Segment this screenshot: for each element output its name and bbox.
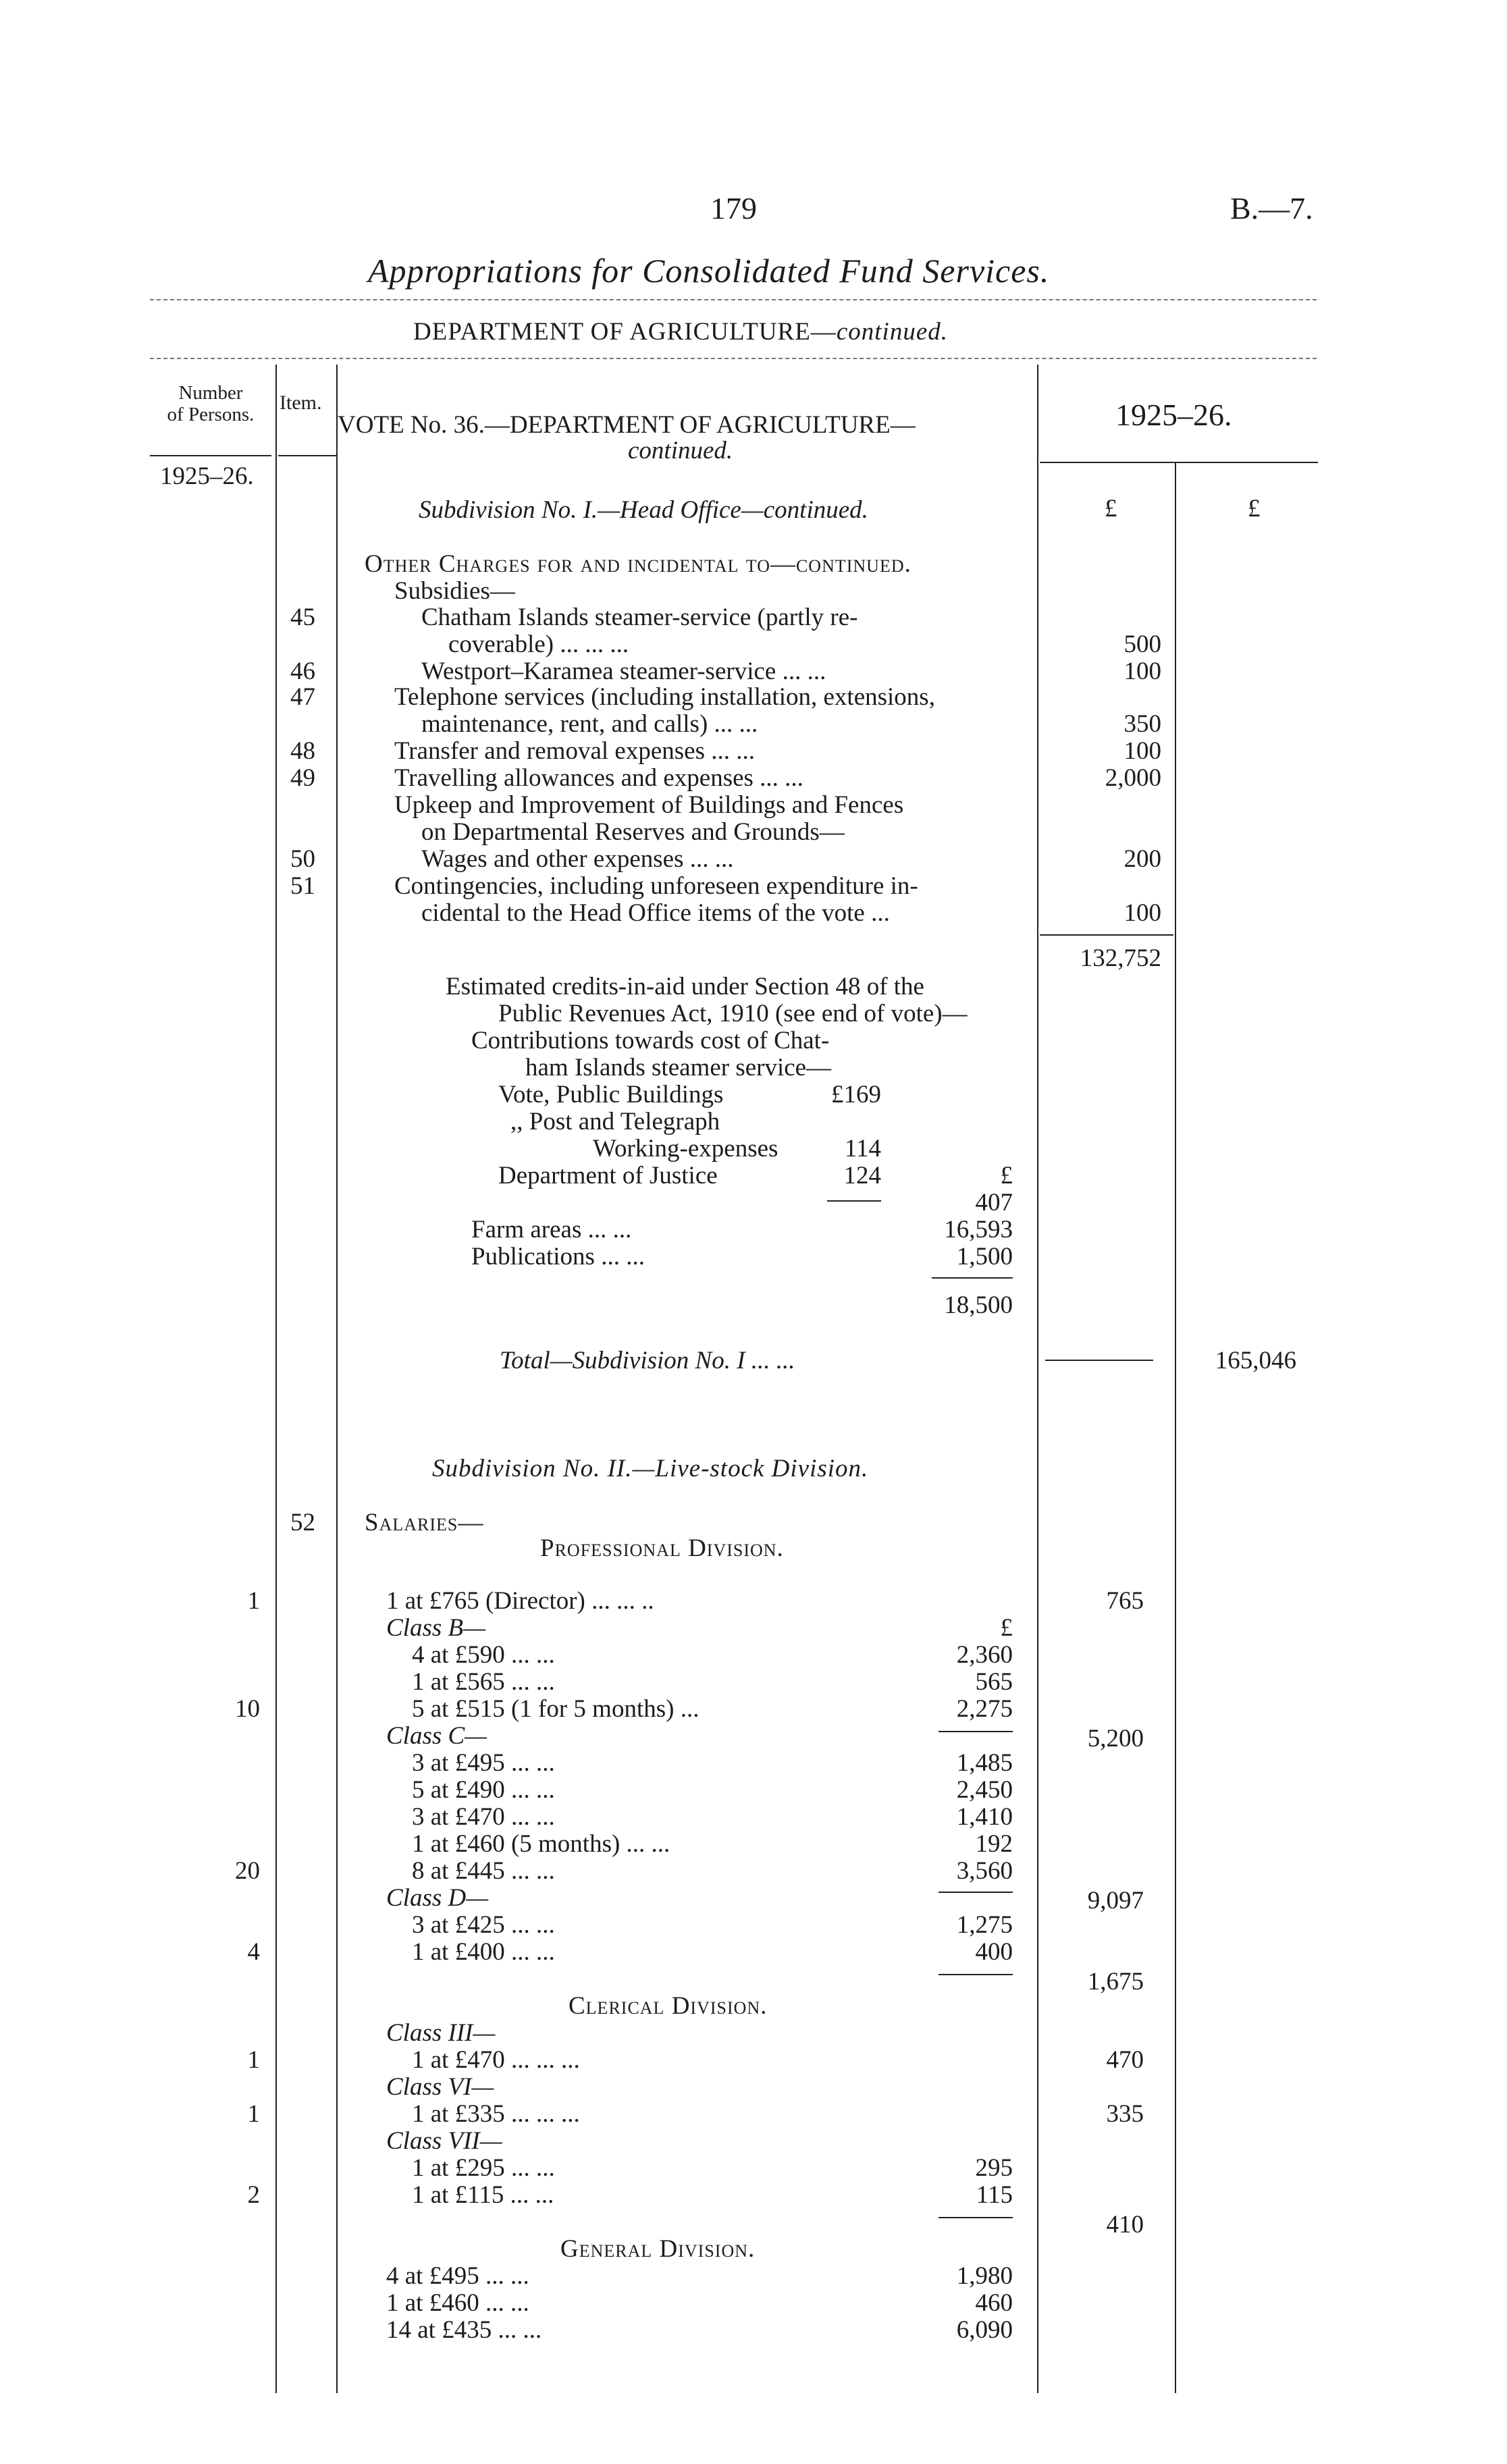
vote-post-telegraph-amount: 114 <box>844 1135 881 1162</box>
item-51-line2: cidental to the Head Office items of the vote ... <box>421 899 890 927</box>
subdivision-1-subtotal: 132,752 <box>1080 944 1161 972</box>
header-divider <box>150 299 1317 300</box>
persons-count: 4 <box>247 1938 260 1966</box>
class-vi-heading: Class VI— <box>386 2073 494 2101</box>
page-title: Appropriations for Consolidated Fund Services. <box>368 252 1050 290</box>
class-c-amount: 1,485 <box>956 1749 1013 1777</box>
item-51-line1: Contingencies, including unforeseen expenditure in- <box>394 872 918 900</box>
class-vii-amount: 295 <box>975 2154 1013 2182</box>
class-c-amount: 192 <box>975 1830 1013 1858</box>
pound-left-header: £ <box>1105 495 1117 523</box>
item-45-amount: 500 <box>1123 631 1161 658</box>
item-46-label: Westport–Karamea steamer-service ... ... <box>421 658 826 685</box>
department-divider <box>150 358 1317 359</box>
class-b-heading: Class B— <box>386 1614 486 1642</box>
class-d-line: 3 at £425 ... ... <box>412 1911 555 1939</box>
item-number: 51 <box>290 872 315 900</box>
class-b-line: 5 at £515 (1 for 5 months) ... <box>412 1695 699 1723</box>
class-d-rule <box>938 1974 1013 1975</box>
class-d-amount: 400 <box>975 1938 1013 1966</box>
credits-line2: Public Revenues Act, 1910 (see end of vote)— <box>498 1000 968 1027</box>
pound-sign: £ <box>1000 1614 1013 1642</box>
farm-areas-amount: 16,593 <box>944 1216 1013 1243</box>
class-c-line: 8 at £445 ... ... <box>412 1857 555 1885</box>
general-amount: 1,980 <box>956 2262 1013 2290</box>
class-d-total: 1,675 <box>1087 1968 1144 1996</box>
class-d-heading: Class D— <box>386 1884 489 1912</box>
persons-count: 10 <box>235 1695 260 1723</box>
general-amount: 6,090 <box>956 2316 1013 2344</box>
item-47-line2: maintenance, rent, and calls) ... ... <box>421 710 758 738</box>
general-line: 4 at £495 ... ... <box>386 2262 529 2290</box>
item-column-rule <box>275 365 277 2393</box>
salaries-heading: Salaries— <box>365 1509 484 1536</box>
credits-rule <box>932 1277 1013 1279</box>
total-rule <box>1045 1360 1153 1361</box>
vote-title-continued: continued. <box>628 437 733 464</box>
item-50-label: Wages and other expenses ... ... <box>421 845 734 873</box>
persons-count: 20 <box>235 1857 260 1885</box>
class-b-amount: 2,360 <box>956 1641 1013 1669</box>
credits-line3: Contributions towards cost of Chat- <box>471 1027 830 1054</box>
class-vii-line: 1 at £295 ... ... <box>412 2154 555 2182</box>
class-vii-rule <box>938 2217 1013 2218</box>
item-51-amount: 100 <box>1123 899 1161 927</box>
class-b-amount: 565 <box>975 1668 1013 1696</box>
item-50-amount: 200 <box>1123 845 1161 873</box>
credits-line4: ham Islands steamer service— <box>525 1054 832 1081</box>
general-division-heading: General Division. <box>560 2235 756 2263</box>
persons-column-header: Number of Persons. <box>167 382 255 425</box>
class-vii-line: 1 at £115 ... ... <box>412 2181 554 2209</box>
class-c-rule <box>938 1892 1013 1893</box>
persons-count: 1 <box>247 2100 260 2128</box>
clerical-division-heading: Clerical Division. <box>569 1992 768 2020</box>
class-d-amount: 1,275 <box>956 1911 1013 1939</box>
item-number: 49 <box>290 764 315 792</box>
credits-line1: Estimated credits-in-aid under Section 48 of the <box>446 973 924 1000</box>
persons-count: 1 <box>247 1587 260 1615</box>
description-column-rule <box>336 365 338 2393</box>
farm-areas: Farm areas ... ... <box>471 1216 632 1243</box>
class-b-line: 4 at £590 ... ... <box>412 1641 555 1669</box>
class-iii-line: 1 at £470 ... ... ... <box>412 2046 580 2074</box>
item-48-label: Transfer and removal expenses ... ... <box>394 737 755 765</box>
class-c-line: 1 at £460 (5 months) ... ... <box>412 1830 670 1858</box>
item-45-line1: Chatham Islands steamer-service (partly re- <box>421 604 858 631</box>
amount-column-rule <box>1037 365 1038 2393</box>
upkeep-line1: Upkeep and Improvement of Buildings and Fences <box>394 791 904 819</box>
item-49-label: Travelling allowances and expenses ... ... <box>394 764 803 792</box>
item-number: 47 <box>290 683 315 711</box>
general-line: 14 at £435 ... ... <box>386 2316 542 2344</box>
general-line: 1 at £460 ... ... <box>386 2289 529 2317</box>
persons-count: 2 <box>247 2181 260 2209</box>
item-46-amount: 100 <box>1123 658 1161 685</box>
item-header-rule <box>278 455 338 456</box>
class-c-heading: Class C— <box>386 1722 487 1750</box>
vote-working-expenses: Working-expenses <box>593 1135 778 1162</box>
professional-division-heading: Professional Division. <box>540 1534 784 1562</box>
persons-year: 1925–26. <box>160 462 254 490</box>
upkeep-line2: on Departmental Reserves and Grounds— <box>421 818 845 846</box>
item-49-amount: 2,000 <box>1105 764 1161 792</box>
class-c-line: 3 at £495 ... ... <box>412 1749 555 1777</box>
amount-header-rule <box>1040 462 1318 463</box>
class-b-rule <box>938 1731 1013 1732</box>
director-amount: 765 <box>1106 1587 1144 1615</box>
year-column-header: 1925–26. <box>1115 398 1232 432</box>
subdivision-1-total: 165,046 <box>1215 1347 1296 1374</box>
pound-sign: £ <box>1000 1162 1013 1189</box>
item-45-line2: coverable) ... ... ... <box>448 631 629 658</box>
subdivision-2-heading: Subdivision No. II.—Live-stock Division. <box>432 1455 869 1482</box>
publications-amount: 1,500 <box>956 1243 1013 1270</box>
credits-total: 18,500 <box>944 1291 1013 1319</box>
class-c-amount: 2,450 <box>956 1776 1013 1804</box>
subdivision-1-total-label: Total—Subdivision No. I ... ... <box>500 1347 795 1374</box>
class-d-line: 1 at £400 ... ... <box>412 1938 555 1966</box>
pound-right-header: £ <box>1248 495 1261 523</box>
publications: Publications ... ... <box>471 1243 645 1270</box>
item-47-line1: Telephone services (including installation, extensions, <box>394 683 935 711</box>
subsidies-heading: Subsidies— <box>394 577 515 605</box>
class-vii-amount: 115 <box>976 2181 1013 2209</box>
item-47-amount: 350 <box>1123 710 1161 738</box>
class-b-line: 1 at £565 ... ... <box>412 1668 555 1696</box>
class-c-total: 9,097 <box>1087 1887 1144 1914</box>
class-b-total: 5,200 <box>1087 1725 1144 1752</box>
department-of-justice-amount: 124 <box>843 1162 881 1189</box>
contributions-total: 407 <box>975 1189 1013 1216</box>
class-c-amount: 3,560 <box>956 1857 1013 1885</box>
class-c-amount: 1,410 <box>956 1803 1013 1831</box>
item-column-header: Item. <box>280 392 322 414</box>
other-charges-heading: Other Charges for and incidental to—continued. <box>365 550 911 578</box>
page-number: 179 <box>710 191 757 225</box>
class-vi-line: 1 at £335 ... ... ... <box>412 2100 580 2128</box>
class-iii-amount: 470 <box>1106 2046 1144 2074</box>
item-48-amount: 100 <box>1123 737 1161 765</box>
persons-count: 1 <box>247 2046 260 2074</box>
item-number: 45 <box>290 604 315 631</box>
class-vi-amount: 335 <box>1106 2100 1144 2128</box>
document-reference: B.—7. <box>1230 191 1313 225</box>
subdivision-1-heading: Subdivision No. I.—Head Office—continued. <box>419 496 868 524</box>
department-of-justice: Department of Justice <box>498 1162 718 1189</box>
class-c-line: 5 at £490 ... ... <box>412 1776 555 1804</box>
contributions-rule <box>827 1200 881 1202</box>
persons-header-rule <box>150 455 271 456</box>
class-iii-heading: Class III— <box>386 2019 496 2047</box>
subamount-column-rule <box>1175 462 1176 2393</box>
department-heading: DEPARTMENT OF AGRICULTURE—continued. <box>413 318 948 346</box>
item-number: 46 <box>290 658 315 685</box>
director-line: 1 at £765 (Director) ... ... .. <box>386 1587 654 1615</box>
class-vii-total: 410 <box>1106 2211 1144 2239</box>
vote-public-buildings: Vote, Public Buildings <box>498 1081 724 1108</box>
class-vii-heading: Class VII— <box>386 2127 502 2155</box>
item-number: 48 <box>290 737 315 765</box>
vote-title: VOTE No. 36.—DEPARTMENT OF AGRICULTURE— <box>338 411 916 439</box>
class-b-amount: 2,275 <box>956 1695 1013 1723</box>
general-amount: 460 <box>975 2289 1013 2317</box>
vote-post-telegraph: ,, Post and Telegraph <box>510 1108 720 1135</box>
vote-public-buildings-amount: £169 <box>831 1081 881 1108</box>
class-c-line: 3 at £470 ... ... <box>412 1803 555 1831</box>
item-number: 52 <box>290 1509 315 1536</box>
item-number: 50 <box>290 845 315 873</box>
subtotal-rule <box>1040 934 1173 936</box>
